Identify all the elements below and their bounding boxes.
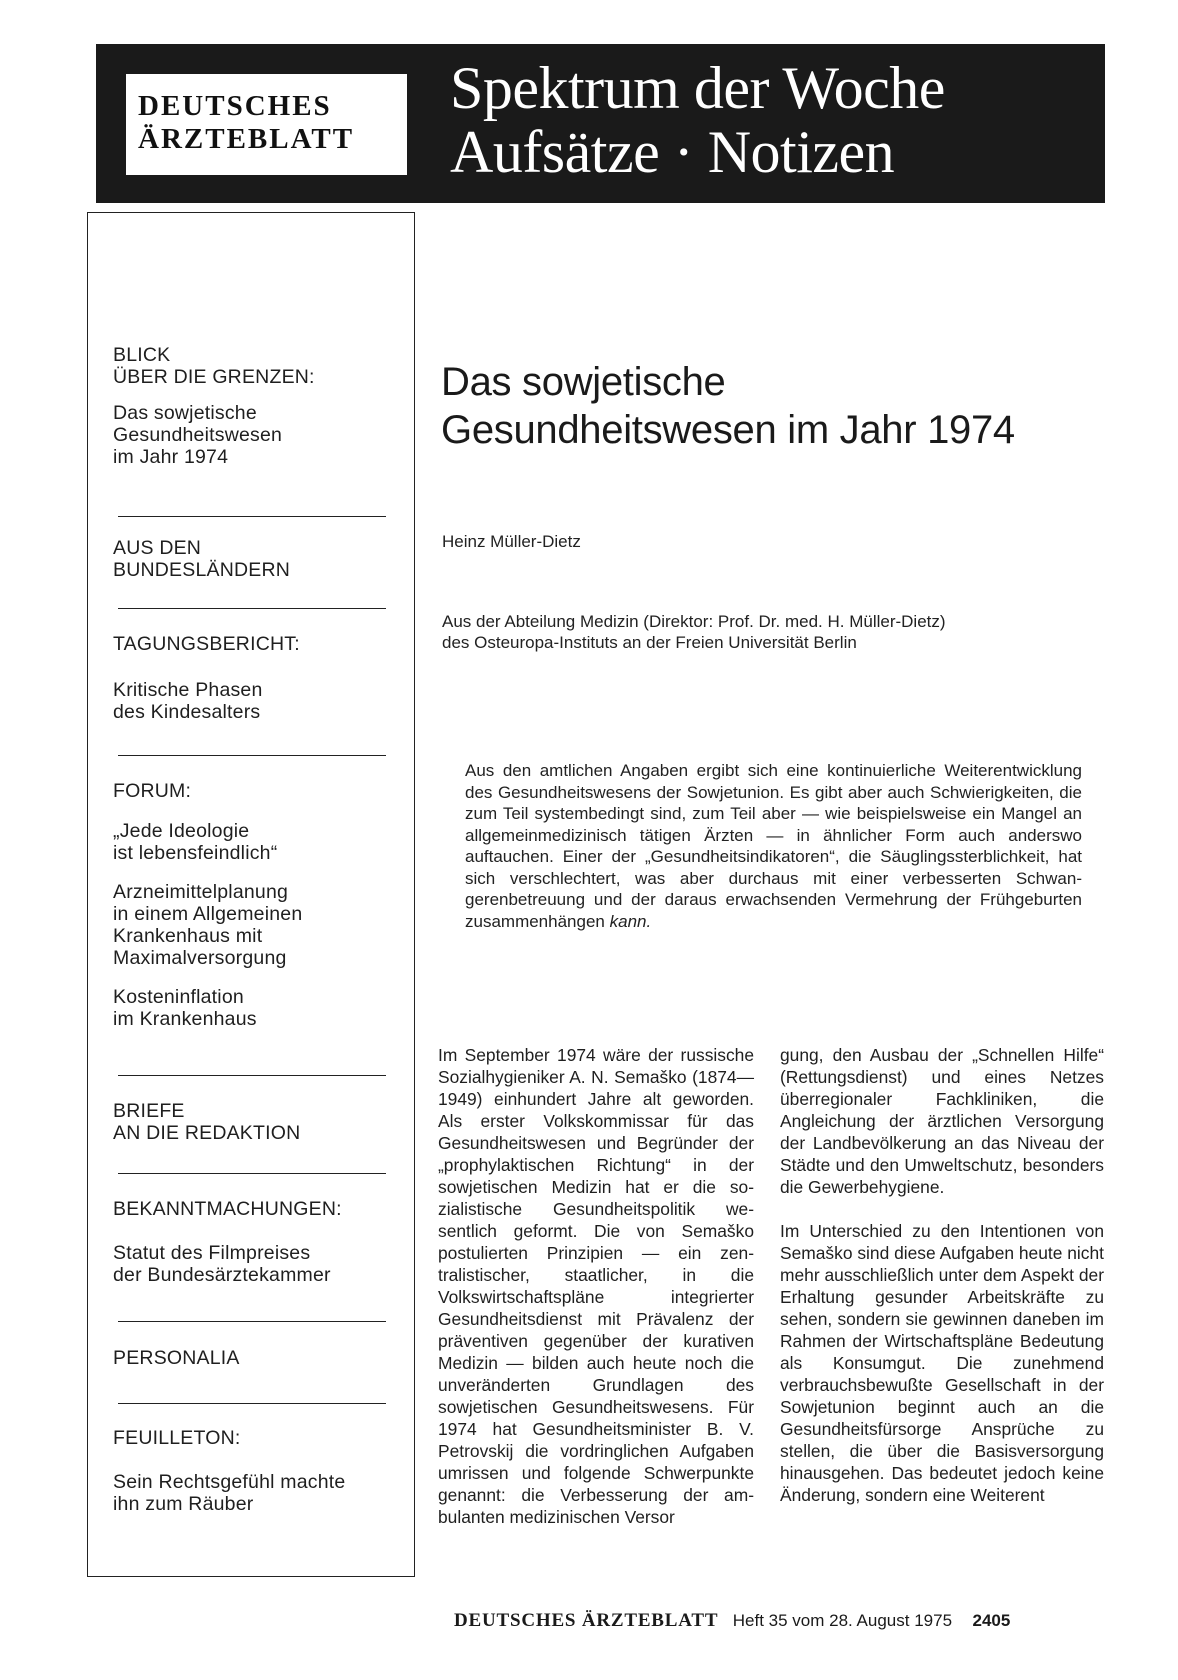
toc-item-line: Gesundheitswesen xyxy=(113,424,283,446)
toc-section-blick xyxy=(113,344,383,468)
toc-item xyxy=(113,679,383,723)
toc-section-bekanntmachungen xyxy=(113,1198,383,1286)
article-title-line: Das sowjetische xyxy=(441,360,726,404)
toc-heading: TAGUNGSBERICHT: xyxy=(113,633,300,655)
toc-item-line: Kritische Phasen xyxy=(113,679,263,701)
author-affiliation xyxy=(442,611,1092,653)
toc-section-personalia xyxy=(113,1347,383,1369)
toc-item-line: ihn zum Räuber xyxy=(113,1493,254,1515)
toc-item xyxy=(113,820,383,864)
toc-item-line: Das sowjetische xyxy=(113,402,257,424)
page-footer xyxy=(454,1610,1010,1632)
toc-heading xyxy=(113,1100,383,1144)
body-paragraph: Im Unterschied zu den Intentionen von Semaško sind diese Aufgaben heute nicht mehr ausschließlich unter dem Aspekt der Erhaltung gesunder Arbeitskräfte zu sehen, sondern sie gewinnen daneben im Rahmen der Wirtschaftspläne Bedeutung als Konsumgut. Die zunehmend verbrauchsbewußte Gesellschaft in der Sowjetunion beginnt auch an die Gesundheitsfürsorge Ansprüche zu stellen, die über die Basisversorgung hinausgehen. Das bedeutet jedoch keine Änderung, sondern eine Weiterent xyxy=(780,1221,1104,1505)
toc-heading xyxy=(113,537,383,581)
toc-divider xyxy=(118,1403,386,1404)
section-title xyxy=(450,56,945,184)
page-number: 2405 xyxy=(972,1611,1011,1630)
toc-item-line: der Bundesärztekammer xyxy=(113,1264,331,1286)
body-paragraph: gung, den Ausbau der „Schnellen Hilfe“ (Rettungsdienst) und eines Netzes überregionaler Fachkliniken, die Angleichung der ärztlichen Versorgung der Landbevölkerung an das Niveau der Städte und den Umweltschutz, besonders die Gewerbehygiene. xyxy=(780,1045,1104,1197)
toc-divider xyxy=(118,1321,386,1322)
toc-heading-line: BUNDESLÄNDERN xyxy=(113,559,291,581)
toc-heading: BEKANNTMACHUNGEN: xyxy=(113,1198,342,1220)
journal-logo xyxy=(126,74,407,175)
toc-item-line: Arzneimittelplanung xyxy=(113,881,289,903)
contents-sidebar xyxy=(87,212,415,1577)
footer-journal-name: DEUTSCHES ÄRZTEBLATT xyxy=(454,1610,719,1631)
masthead xyxy=(96,44,1105,203)
affiliation-line: Aus der Abteilung Medizin (Direktor: Prof. Dr. med. H. Müller-Dietz) xyxy=(442,612,946,631)
footer-issue: Heft 35 vom 28. August 1975 xyxy=(732,1611,953,1630)
toc-divider xyxy=(118,1075,386,1076)
toc-section-laender xyxy=(113,537,383,581)
toc-heading-line: AUS DEN xyxy=(113,537,202,559)
abstract-text: Aus den amtlichen Angaben ergibt sich eine kontinuierliche Weiterentwicklung des Gesundheitswesens der Sowjetunion. Es gibt aber auch Schwierigkeiten, die zum Teil systembedingt sind, zum Teil aber — wie beispielsweise ein Mangel an allgemeinmedizinisch tätigen Ärzten — in ähnlicher Form auch anderswo auftauchen. Einer der „Gesundheitsindikatoren“, die Säuglingssterblichkeit, hat sich verschlechtert, was aber durchaus mit einer verbesserten Schwangerenbetreuung und der daraus erwachsenden Vermehrung der Frühgeburten zusammenhängen xyxy=(465,761,1082,931)
toc-divider xyxy=(118,516,386,517)
toc-heading-line: BLICK xyxy=(113,344,171,366)
abstract-emphasis: kann. xyxy=(609,911,652,931)
toc-section-tagung xyxy=(113,633,383,723)
toc-heading-line: AN DIE REDAKTION xyxy=(113,1122,301,1144)
toc-item-line: Sein Rechtsgefühl machte xyxy=(113,1471,346,1493)
toc-heading-line: BRIEFE xyxy=(113,1100,185,1122)
toc-section-forum xyxy=(113,780,383,1030)
toc-heading: FORUM: xyxy=(113,780,192,802)
toc-item-line: „Jede Ideologie xyxy=(113,820,250,842)
article-abstract xyxy=(465,760,1082,932)
toc-section-feuilleton xyxy=(113,1427,383,1515)
article-title xyxy=(441,358,1121,454)
section-title-line-1: Spektrum der Woche xyxy=(450,55,945,121)
article-title-line: Gesundheitswesen im Jahr 1974 xyxy=(441,408,1015,452)
toc-heading: PERSONALIA xyxy=(113,1347,240,1369)
toc-item-line: Kosteninflation xyxy=(113,986,244,1008)
toc-heading xyxy=(113,344,383,388)
toc-section-briefe xyxy=(113,1100,383,1144)
toc-item-line: ist lebensfeindlich“ xyxy=(113,842,278,864)
toc-item xyxy=(113,1471,383,1515)
toc-item-line: im Jahr 1974 xyxy=(113,446,229,468)
toc-item-line: des Kindesalters xyxy=(113,701,261,723)
toc-divider xyxy=(118,608,386,609)
toc-item xyxy=(113,881,383,969)
body-paragraph: Im September 1974 wäre der russische Sozialhygieniker A. N. Semaško (1874—1949) einhundert Jahre alt geworden. Als erster Volkskommissar für das Gesundheitswesen und Begründer der „prophylaktischen Richtung“ in der sowjetischen Medizin hat er die sozialistische Gesundheitspolitik wesentlich geformt. Die von Semaško postulierten Prinzipien — ein zentralistischer, staatlicher, in die Volkswirtschaftspläne integrierter Gesundheitsdienst mit Prävalenz der präventiven gegenüber der kurativen Medizin — bilden auch heute noch die unveränderten Grundlagen des sowjetischen Gesundheitswesens. Für 1974 hat Gesundheitsminister B. V. Petrovskij die vordringlichen Aufgaben umrissen und folgende Schwerpunkte genannt: die Verbesserung der ambulanten medizinischen Versor xyxy=(438,1045,754,1527)
toc-item-line: im Krankenhaus xyxy=(113,1008,257,1030)
toc-heading-line: ÜBER DIE GRENZEN: xyxy=(113,366,315,388)
logo-line-1: DEUTSCHES xyxy=(138,90,332,122)
body-column-left xyxy=(438,1044,754,1550)
toc-item-line: Krankenhaus mit xyxy=(113,925,263,947)
affiliation-line: des Osteuropa-Instituts an der Freien Universität Berlin xyxy=(442,633,857,652)
toc-item xyxy=(113,986,383,1030)
logo-line-2: ÄRZTEBLATT xyxy=(138,123,355,155)
toc-item-line: in einem Allgemeinen xyxy=(113,903,303,925)
toc-item-line: Maximalversorgung xyxy=(113,947,287,969)
toc-heading: FEUILLETON: xyxy=(113,1427,241,1449)
section-title-line-2: Aufsätze · Notizen xyxy=(450,119,895,185)
article-author: Heinz Müller-Dietz xyxy=(442,532,581,551)
toc-item-line: Statut des Filmpreises xyxy=(113,1242,311,1264)
toc-divider xyxy=(118,755,386,756)
toc-divider xyxy=(118,1173,386,1174)
toc-item xyxy=(113,402,383,468)
toc-item xyxy=(113,1242,383,1286)
body-column-right xyxy=(780,1044,1104,1528)
